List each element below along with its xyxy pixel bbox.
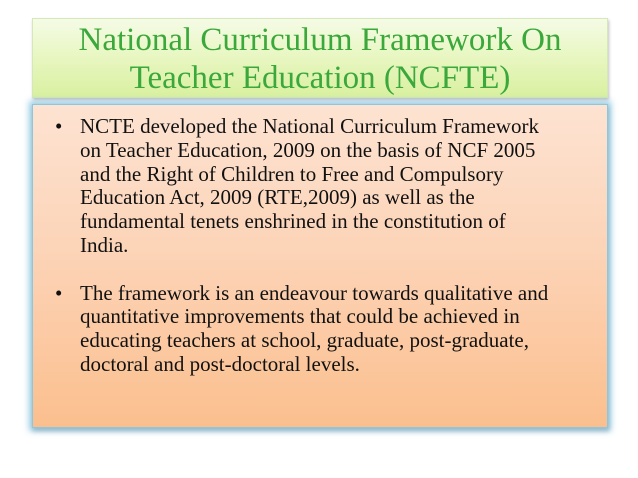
bullet-line: fundamental tenets enshrined in the constitution of xyxy=(80,209,506,234)
bullet-line: doctoral and post-doctoral levels. xyxy=(80,351,360,376)
bullet-line: Education Act, 2009 (RTE,2009) as well as the xyxy=(80,185,475,210)
slide-title xyxy=(32,18,608,98)
bullet-line: quantitative improvements that could be achieved in xyxy=(80,304,520,329)
bullet-line: The framework is an endeavour towards qualitative and xyxy=(80,280,549,305)
bullet-item xyxy=(55,282,607,377)
bullet-item xyxy=(55,115,607,258)
bullet-line: educating teachers at school, graduate, post-graduate, xyxy=(80,328,529,353)
content-box xyxy=(32,104,608,428)
bullet-line: India. xyxy=(80,232,129,257)
title-line: Teacher Education (NCFTE) xyxy=(129,60,511,96)
bullet-line: on Teacher Education, 2009 on the basis of NCF 2005 xyxy=(80,137,536,162)
bullet-icon: • xyxy=(55,114,63,138)
title-line: National Curriculum Framework On xyxy=(78,22,562,58)
bullet-icon: • xyxy=(55,280,63,305)
bullet-line: and the Right of Children to Free and Compulsory xyxy=(80,161,504,186)
bullet-line: NCTE developed the National Curriculum Framework xyxy=(80,114,539,138)
